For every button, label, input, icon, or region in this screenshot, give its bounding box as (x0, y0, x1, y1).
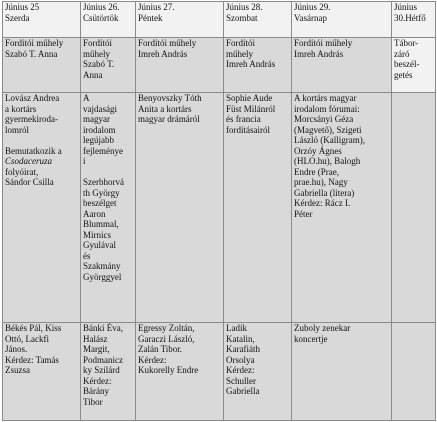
cell-text-line: László (Kalligram), (294, 135, 365, 145)
cell-wednesday-r1 (3, 38, 81, 93)
cell-text-line: Imreh András (226, 59, 276, 69)
cell-text-line: Benyovszky Tóth (138, 93, 202, 103)
cell-text-line: Egressy Zoltán, (138, 323, 195, 333)
row-evening-programs (3, 323, 436, 421)
cell-text-line: Gabriella (litera) (294, 187, 355, 198)
cell-text-line: Gyulával (83, 240, 116, 250)
row-workshops (3, 38, 436, 93)
cell-text-line: magyar drámáról (138, 114, 200, 124)
cell-text-line: Fordítói (83, 38, 113, 48)
row-afternoon-programs (3, 93, 436, 323)
cell-text-line: prae.hu), Nagy (294, 177, 348, 187)
cell-saturday-r0 (224, 2, 292, 38)
cell-text-line: Június 26. (83, 2, 120, 12)
cell-monday-r3 (392, 323, 436, 421)
blank-line (83, 167, 133, 178)
cell-text-line: Zsuzsa (5, 365, 30, 375)
cell-text-line: Ottó, Lackfi (5, 333, 49, 344)
cell-friday-r1 (136, 38, 224, 93)
cell-text-line: Vasárnap (294, 12, 327, 23)
cell-text-line: (HLO.hu), Balogh (294, 156, 361, 166)
cell-wednesday-r3 (3, 323, 81, 421)
cell-text-line: Szabó T. Anna (5, 48, 58, 59)
cell-text-line: getés (394, 69, 413, 80)
cell-text-line: folyóirat, (5, 166, 39, 177)
cell-text-line: Zuboly zenekar (294, 323, 351, 333)
cell-monday-r2 (392, 93, 436, 323)
cell-text-line: Podmanicz (83, 354, 123, 365)
cell-text-line: Aaron (83, 208, 106, 219)
cell-friday-r3 (136, 323, 224, 421)
cell-text-line: Békés Pál, Kiss (5, 323, 62, 333)
cell-text-line: Tábor- (394, 38, 419, 48)
cell-text-line: Sándor Csilla (5, 177, 54, 187)
cell-text-line: lomról (5, 124, 29, 135)
cell-text-line: Szabó T. (83, 59, 115, 69)
schedule-table (2, 1, 436, 421)
cell-text-line: (Magvető), Szigeti (294, 124, 362, 135)
cell-monday-r1 (392, 38, 436, 93)
cell-text-line: Györggyel (83, 271, 122, 282)
cell-text-line: Kérdez: Tamás (5, 354, 59, 365)
cell-text-line: i (83, 156, 86, 166)
cell-text-line: Margit, (83, 344, 110, 354)
cell-text-line: Szerda (5, 12, 30, 23)
cell-text-line: Kérdez: Rácz I. (294, 198, 351, 208)
cell-text-line: Szombat (226, 12, 258, 23)
cell-text-line: Fordítói műhely (294, 38, 353, 48)
cell-text-line: Gabriella (226, 386, 260, 396)
cell-text-line: Katalin, (226, 333, 255, 344)
cell-sunday-r0 (292, 2, 392, 38)
cell-wednesday-r0 (3, 2, 81, 38)
cell-text-line: Lovász Andrea (5, 93, 60, 103)
cell-thursday-r3 (81, 323, 136, 421)
cell-text-line: fordításairól (226, 124, 270, 135)
cell-text-line: koncertje (294, 333, 328, 344)
cell-text-line: gyermekiroda- (5, 114, 58, 124)
cell-text-line: műhely (83, 48, 110, 59)
cell-text-line: Szakmány (83, 261, 121, 271)
cell-text-line: fejleménye (83, 145, 123, 156)
cell-text-line: Zalán Tibor. (138, 344, 183, 354)
cell-text-line: Morcsányi Géza (294, 114, 354, 124)
cell-text-line: Imreh András (138, 48, 188, 59)
cell-sunday-r1 (292, 38, 392, 93)
cell-text-line: János. (5, 344, 28, 354)
cell-text-line: beszél- (394, 59, 420, 69)
cell-text-line: Június (394, 2, 418, 12)
cell-friday-r2 (136, 93, 224, 323)
cell-text-line: Június 29. (294, 2, 331, 12)
cell-text-line: Orsolya (226, 354, 255, 365)
cell-text-line: Anna (83, 69, 103, 80)
cell-text-line: Csodaceruza (5, 156, 52, 166)
cell-wednesday-r2 (3, 93, 81, 323)
cell-text-line: Garaczi László, (138, 333, 195, 344)
cell-text-line: Tibor (83, 396, 103, 407)
cell-text-line: A kortárs magyar (294, 93, 357, 103)
cell-text-line: Blummal, (83, 219, 119, 229)
cell-text-line: Fordítói műhely (5, 38, 64, 48)
cell-text-line: Schuller (226, 375, 256, 386)
cell-saturday-r3 (224, 323, 292, 421)
cell-text-line: műhely (226, 48, 253, 59)
cell-text-line: Orzóy Ágnes (294, 145, 342, 156)
cell-text-line: Kérdez: (83, 375, 112, 386)
cell-text-line: Kukorelly Endre (138, 365, 199, 375)
cell-text-line: legújabb (83, 135, 114, 145)
cell-text-line: Június 28. (226, 2, 263, 12)
cell-text-line: Csütörtök (83, 12, 119, 23)
cell-text-line: záró (394, 48, 410, 59)
cell-text-line: Mirnics (83, 229, 111, 240)
cell-saturday-r1 (224, 38, 292, 93)
cell-text-line: ky Szilárd (83, 365, 120, 375)
cell-friday-r0 (136, 2, 224, 38)
blank-line (5, 135, 78, 146)
cell-sunday-r2 (292, 93, 392, 323)
cell-text-line: és francia (226, 114, 261, 124)
cell-text-line: Bárány (83, 386, 109, 396)
cell-text-line: és (83, 250, 91, 261)
cell-text-line: Június 27. (138, 2, 175, 12)
cell-text-line: irodalom fórumai: (294, 103, 360, 114)
cell-text-line: Anita a kortárs (138, 103, 192, 114)
cell-text-line: Péntek (138, 12, 163, 23)
cell-text-line: Füst Milánról (226, 103, 276, 114)
cell-sunday-r3 (292, 323, 392, 421)
cell-text-line: Sophie Aude (226, 93, 273, 103)
cell-text-line: 30.Hétfő (394, 12, 426, 23)
cell-thursday-r2 (81, 93, 136, 323)
cell-text-line: magyar (83, 114, 110, 124)
header-row-dates (3, 2, 436, 38)
cell-monday-r0 (392, 2, 436, 38)
cell-thursday-r1 (81, 38, 136, 93)
cell-text-line: Bánki Éva, (83, 323, 123, 333)
cell-text-line: Péter (294, 208, 313, 219)
cell-text-line: Június 25 (5, 2, 40, 12)
cell-text-line: Szerbhorvá (83, 177, 124, 187)
cell-text-line: irodalom (83, 124, 116, 135)
cell-text-line: vajdasági (83, 103, 117, 114)
cell-text-line: Ladik (226, 323, 247, 333)
cell-text-line: Imreh András (294, 48, 344, 59)
cell-text-line: Endre (Prae, (294, 166, 339, 177)
cell-text-line: Fordítói műhely (138, 38, 197, 48)
cell-text-line: th György (83, 187, 120, 198)
cell-saturday-r2 (224, 93, 292, 323)
cell-text-line: beszélget (83, 198, 117, 208)
cell-thursday-r0 (81, 2, 136, 38)
cell-text-line: Fordítói (226, 38, 256, 48)
cell-text-line: Karafiáth (226, 344, 260, 354)
cell-text-line: Kérdez: (138, 354, 167, 365)
cell-text-line: Halász (83, 333, 108, 344)
cell-text-line: Bemutatkozik a (5, 145, 62, 156)
cell-text-line: a kortárs (5, 103, 37, 114)
cell-text-line: Kérdez: (226, 365, 255, 375)
cell-text-line: A (83, 93, 90, 103)
